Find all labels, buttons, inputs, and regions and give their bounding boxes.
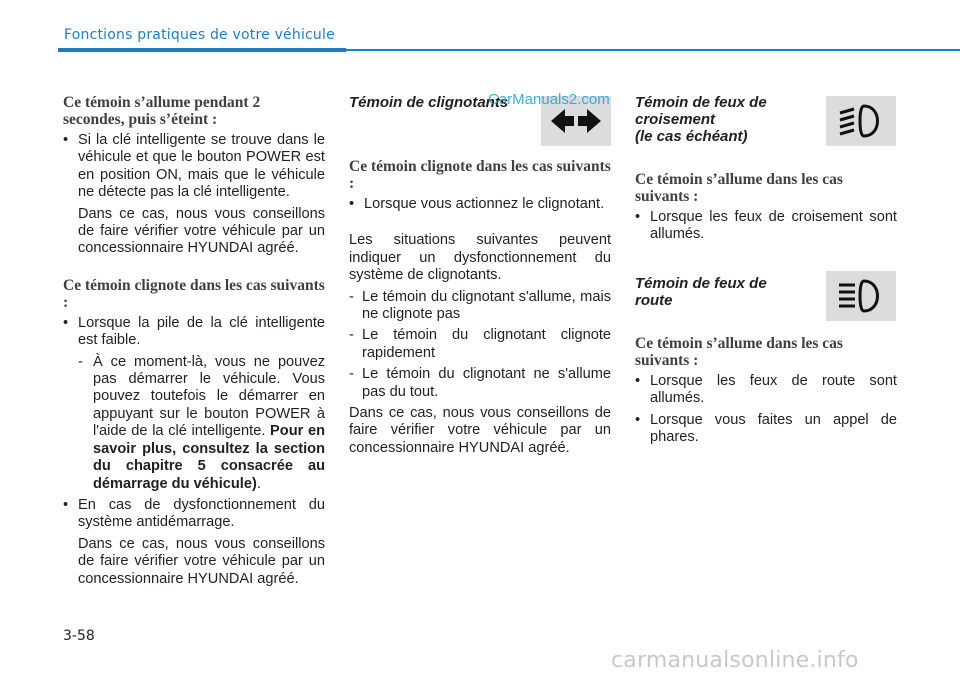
high-beam-title: Témoin de feux de route (635, 274, 767, 309)
high-beam-icon (826, 271, 896, 321)
low-beam-title: Témoin de feux de croisement (le cas échéant) (635, 94, 767, 145)
list-item: • Lorsque vous actionnez le clignotant. (349, 196, 605, 212)
turn-signal-title: Témoin de clignotants (349, 94, 509, 111)
heading-lights-on: Ce témoin s’allume dans les cas suivants : (635, 334, 843, 369)
list-item: • Lorsque les feux de croisement sont allumés. (635, 209, 897, 243)
column-immobilizer (63, 94, 325, 588)
advice-paragraph: Dans ce cas, nous vous conseillons de faire vérifier votre véhicule par un concessionnaire HYUNDAI agréé. (349, 405, 611, 456)
watermark-bottom: carmanualsonline.info (611, 648, 859, 673)
low-beam-icon (826, 96, 896, 146)
advice-paragraph: Dans ce cas, nous vous conseillons de faire vérifier votre véhicule par un concessionnaire HYUNDAI agréé. (78, 205, 325, 257)
page-number: 3-58 (63, 628, 95, 644)
list-item: • Si la clé intelligente se trouve dans le véhicule et que le bouton POWER est en position ON, mais que le véhicule ne détecte pas la clé intelligente. (63, 132, 325, 201)
list-item: • Lorsque la pile de la clé intelligente est faible. (63, 314, 325, 349)
list-item: • En cas de dysfonctionnement du système antidémarrage. (63, 496, 325, 531)
column-turn-signal (349, 94, 611, 457)
situations-paragraph: Les situations suivantes peuvent indiquer un dysfonctionnement du système de clignotants. (349, 232, 611, 284)
header-title: Fonctions pratiques de votre véhicule (64, 27, 335, 43)
list-item: • Lorsque vous faites un appel de phares. (635, 411, 897, 446)
advice-paragraph: Dans ce cas, nous vous conseillons de faire vérifier votre véhicule par un concessionnaire HYUNDAI agréé. (78, 535, 325, 587)
dash-item: - Le témoin du clignotant ne s'allume pas du tout. (349, 366, 611, 400)
dash-item: - À ce moment-là, vous ne pouvez pas démarrer le véhicule. Vous pouvez toutefois le démarrer en appuyant sur le bouton POWER à l'aide de la clé intelligente. Pour en savoir plus, consultez la section du chapitre 5 consacrée au démarrage du véhicule). (78, 353, 325, 492)
heading-lights-on: Ce témoin s’allume dans les cas suivants : (635, 171, 843, 205)
list-item: • Lorsque les feux de route sont allumés. (635, 372, 897, 407)
dash-item: - Le témoin du clignotant s'allume, mais ne clignote pas (349, 288, 611, 323)
watermark-top: CarManuals2.com (488, 91, 610, 108)
header-accent-bar (58, 48, 346, 52)
header-rule (346, 49, 960, 51)
heading-blinks: Ce témoin clignote dans les cas suivants : (349, 158, 611, 192)
heading-blinks: Ce témoin clignote dans les cas suivants : (63, 276, 325, 311)
dash-item: - Le témoin du clignotant clignote rapidement (349, 327, 611, 361)
heading-lights-2s: Ce témoin s’allume pendant 2 secondes, puis s’éteint : (63, 94, 261, 128)
